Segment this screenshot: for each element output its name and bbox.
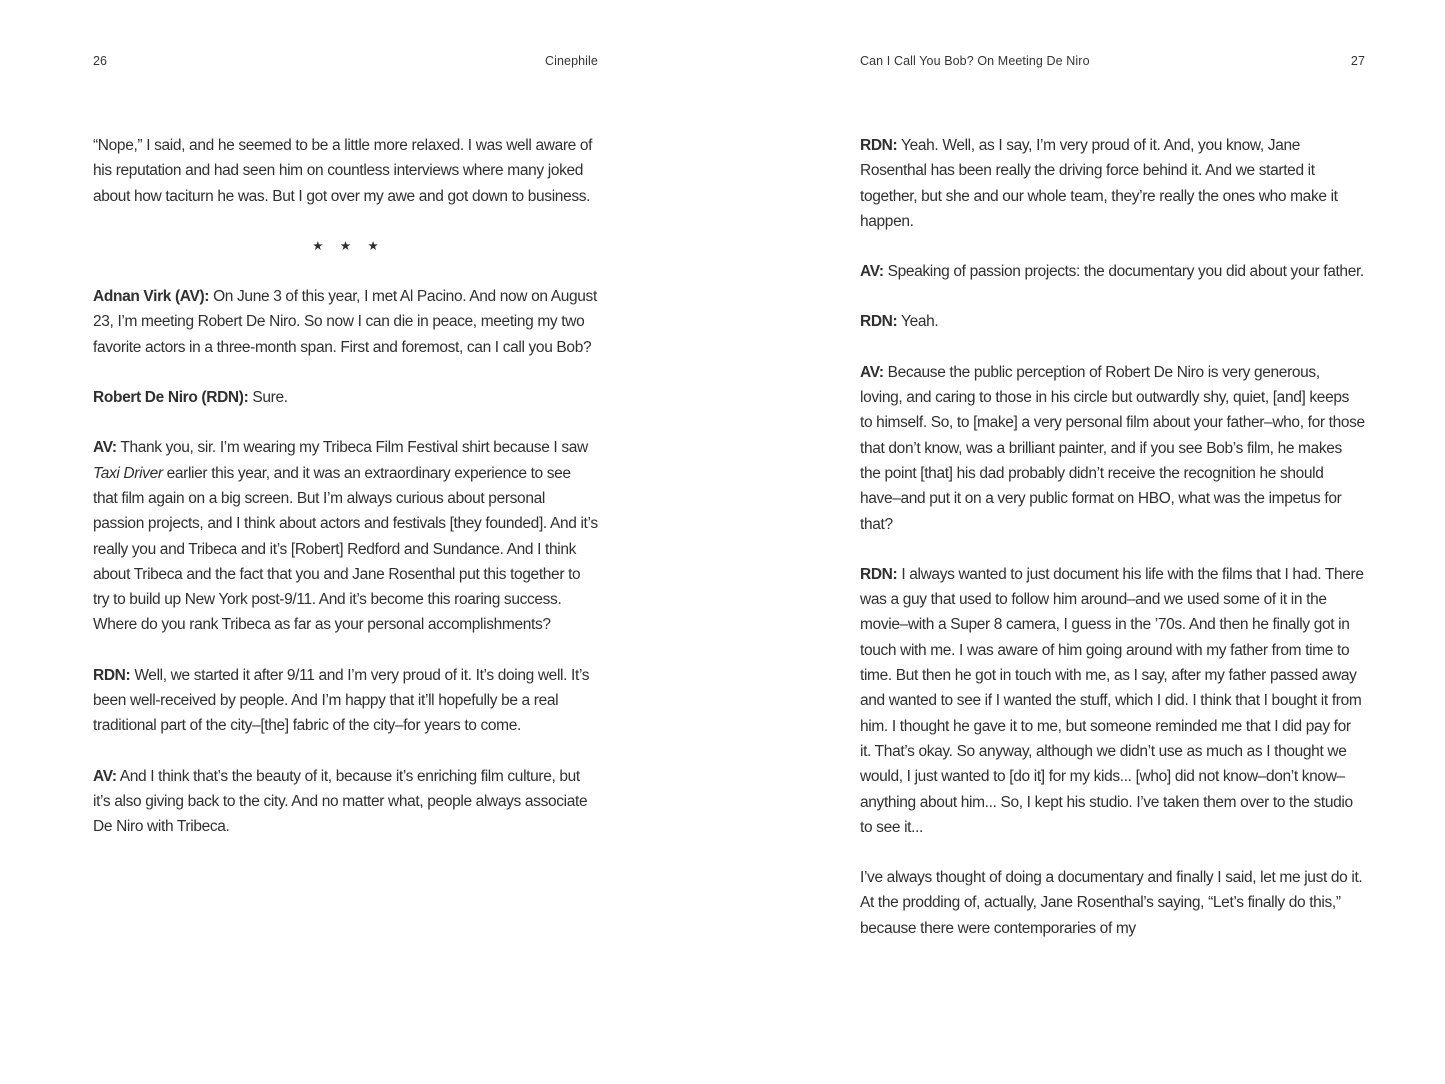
body-paragraph: “Nope,” I said, and he seemed to be a little more relaxed. I was well aware of his reputation and had seen him on countless interviews where many joked about how taciturn he was. But I got over my awe and got down to business. <box>93 137 593 205</box>
speaker-label: Adnan Virk (AV): <box>93 288 210 306</box>
speaker-label: RDN: <box>93 666 131 684</box>
speaker-label: AV: <box>860 263 884 281</box>
section-separator-stars: ★ ★ ★ <box>312 238 379 253</box>
running-head-right: Can I Call You Bob? On Meeting De Niro <box>860 54 1090 68</box>
dialogue-paragraph: AV: Thank you, sir. I’m wearing my Tribeca Film Festival shirt because I saw Taxi Driver earlier this year, and it was an extraordinary experience to see that film again on a big screen. But I’m always curious about personal passion projects, and I think about actors and festivals [they founded]. And it’s really you and Tribeca and it’s [Robert] Redford and Sundance. And I think about Tribeca and the fact that you and Jane Rosenthal put this together to try to build up New York post-9/11. And it’s become this roaring success. Where do you rank Tribeca as far as your personal accomplishments? <box>93 439 598 634</box>
dialogue-paragraph: RDN: Well, we started it after 9/11 and I’m very proud of it. It’s doing well. It’s been well-received by people. And I’m happy that it’ll hopefully be a real traditional part of the city–[the] fabric of the city–for years to come. <box>93 666 590 735</box>
dialogue-paragraph: RDN: Yeah. <box>860 313 939 331</box>
page-body-right <box>860 133 1365 941</box>
dialogue-paragraph: Adnan Virk (AV): On June 3 of this year, I met Al Pacino. And now on August 23, I’m meeting Robert De Niro. So now I can die in peace, meeting my two favorite actors in a three-month span. First and foremost, can I call you Bob? <box>93 288 597 356</box>
page-left <box>93 0 598 1084</box>
page-header-right <box>860 54 1365 68</box>
speaker-label: AV: <box>860 363 884 381</box>
dialogue-paragraph: AV: And I think that’s the beauty of it, because it’s enriching film culture, but it’s also giving back to the city. And no matter what, people always associate De Niro with Tribeca. <box>93 767 588 836</box>
speaker-label: RDN: <box>860 565 898 583</box>
speaker-label: AV: <box>93 767 117 785</box>
dialogue-paragraph: AV: Speaking of passion projects: the documentary you did about your father. <box>860 263 1364 281</box>
page-number-left: 26 <box>93 54 108 68</box>
speaker-label: RDN: <box>860 137 898 154</box>
speaker-label: AV: <box>93 439 117 457</box>
page-header-left <box>93 54 598 68</box>
page-number-right: 27 <box>1350 54 1365 68</box>
speaker-label: Robert De Niro (RDN): <box>93 389 249 407</box>
dialogue-paragraph: AV: Because the public perception of Robert De Niro is very generous, loving, and caring to those in his circle but outwardly shy, quiet, [and] keeps to himself. So, to [make] a very personal film about your father–who, for those that don’t know, was a brilliant painter, and if you see Bob’s film, he makes the point [that] his dad probably didn’t receive the recognition he should have–and put it on a very public format on HBO, what was the impetus for that? <box>860 363 1365 533</box>
dialogue-paragraph: Robert De Niro (RDN): Sure. <box>93 389 288 407</box>
page-right <box>860 0 1365 1084</box>
page-body-left <box>93 133 598 840</box>
running-head-left: Cinephile <box>544 54 598 68</box>
body-paragraph: I’ve always thought of doing a documentary and finally I said, let me just do it. At the prodding of, actually, Jane Rosenthal’s saying, “Let’s finally do this,” because there were contemporaries of my <box>860 869 1363 937</box>
italic-film-title: Taxi Driver <box>93 464 163 482</box>
dialogue-paragraph: RDN: Yeah. Well, as I say, I’m very proud of it. And, you know, Jane Rosenthal has been really the driving force behind it. And we started it together, but she and our whole team, they’re really the ones who make it happen. <box>860 137 1338 230</box>
speaker-label: RDN: <box>860 313 898 331</box>
dialogue-paragraph: RDN: I always wanted to just document his life with the films that I had. There was a guy that used to follow him around–and we used some of it in the movie–with a Super 8 camera, I guess in the ’70s. And then he finally got in touch with me. I was aware of him going around with my father from time to time. But then he got in touch with me, as I say, after my father passed away and wanted to see if I wanted the stuff, which I did. I think that I bought it from him. I thought he gave it to me, but someone reminded me that I did pay for it. That’s okay. So anyway, although we didn’t use as much as I thought we would, I just wanted to [do it] for my kids... [who] did not know–don’t know–anything about him... So, I kept his studio. I’ve taken them over to the studio to see it... <box>860 565 1364 836</box>
